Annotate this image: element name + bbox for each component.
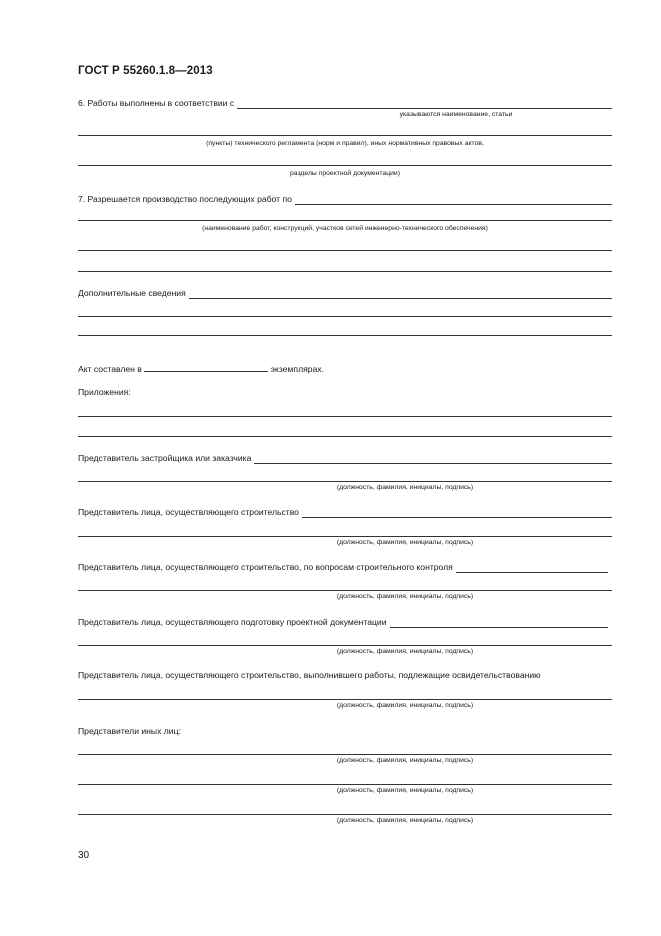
developer-rep-label: Представитель застройщика или заказчика [78,453,252,463]
builder-rep-label: Представитель лица, осуществляющего строительство [78,507,299,517]
section7-input-line[interactable] [295,195,612,205]
performer-rep-label: Представитель лица, осуществляющего строительство, выполнившего работы, подлежащие освидетельствованию [78,670,541,680]
builder-rep-input-line[interactable] [302,508,612,518]
signature-caption: (должность, фамилия, инициалы, подпись) [336,787,474,794]
section7-label: 7. Разрешается производство последующих работ по [78,194,292,204]
section6-caption-1: указываются наименование, статьи [399,111,513,118]
section7-line-3[interactable] [78,250,612,251]
additional-line-2[interactable] [78,316,612,317]
act-copies-row [78,362,324,375]
additional-label: Дополнительные сведения [78,288,186,298]
act-copies-input-line[interactable] [144,362,268,372]
signature-caption: (должность, фамилия, инициалы, подпись) [336,539,474,546]
control-rep-input-line[interactable] [456,563,608,573]
others-rep-label: Представители иных лиц: [78,726,181,736]
signature-caption: (должность, фамилия, инициалы, подпись) [336,702,474,709]
others-rep-signature-line-1[interactable] [78,754,612,755]
section6-caption-3: разделы проектной документации) [289,170,400,177]
signature-caption: (должность, фамилия, инициалы, подпись) [336,757,474,764]
design-rep-input-line[interactable] [390,618,609,628]
design-rep-label: Представитель лица, осуществляющего подготовку проектной документации [78,617,387,627]
appendix-line-1[interactable] [78,416,612,417]
section6-caption-2: (пункты) технического регламента (норм и правил), иных нормативных правовых актов, [206,140,484,147]
section6-label: 6. Работы выполнены в соответствии с [78,98,235,108]
section7-line-2[interactable] [78,220,612,221]
appendix-label: Приложения: [78,387,131,397]
developer-rep-signature-line[interactable] [78,481,612,482]
control-rep-row [78,561,608,573]
section7-caption: (наименование работ, конструкций, участков сетей инженерно-технического обеспечения) [202,225,488,232]
signature-caption: (должность, фамилия, инициалы, подпись) [336,817,474,824]
section7-line-4[interactable] [78,271,612,272]
others-rep-signature-line-3[interactable] [78,814,612,815]
section6-line-3[interactable] [78,165,612,166]
appendix-line-2[interactable] [78,436,612,437]
section6-input-line[interactable] [237,99,612,109]
additional-input-line[interactable] [189,289,612,299]
design-rep-signature-line[interactable] [78,645,612,646]
builder-rep-signature-line[interactable] [78,536,612,537]
control-rep-label: Представитель лица, осуществляющего строительство, по вопросам строительного контроля [78,562,453,572]
others-rep-signature-line-2[interactable] [78,784,612,785]
performer-rep-signature-line[interactable] [78,699,612,700]
section6-row [78,97,612,109]
signature-caption: (должность, фамилия, инициалы, подпись) [336,648,474,655]
control-rep-signature-line[interactable] [78,590,612,591]
section7-row [78,193,612,205]
developer-rep-row [78,452,612,464]
act-copies-suffix: экземплярах. [270,364,324,374]
signature-caption: (должность, фамилия, инициалы, подпись) [336,484,474,491]
additional-line-3[interactable] [78,335,612,336]
act-copies-prefix: Акт составлен в [78,364,142,374]
section6-line-2[interactable] [78,135,612,136]
builder-rep-row [78,506,612,518]
developer-rep-input-line[interactable] [254,454,612,464]
design-rep-row [78,616,608,628]
document-header: ГОСТ Р 55260.1.8—2013 [78,65,213,77]
signature-caption: (должность, фамилия, инициалы, подпись) [336,593,474,600]
page-number: 30 [78,850,90,861]
additional-row [78,287,612,299]
